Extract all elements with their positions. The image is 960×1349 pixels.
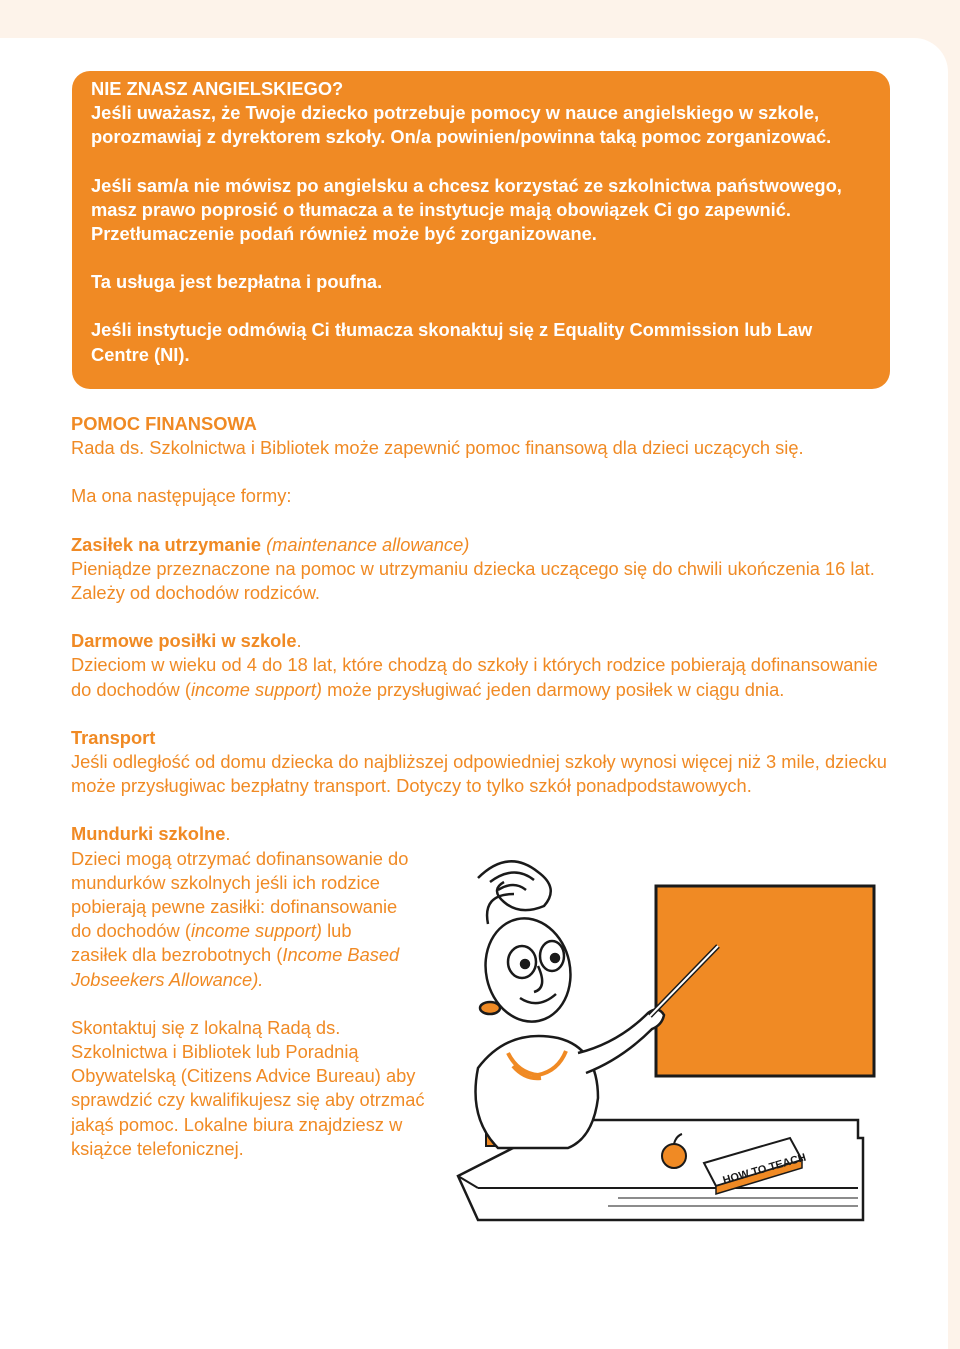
maintenance-title-en: (maintenance allowance): [266, 533, 470, 555]
aid-intro: Rada ds. Szkolnictwa i Bibliotek może zapewnić pomoc finansową dla dzieci uczących się.: [71, 437, 804, 459]
meals-title-line: Darmowe posiłki w szkole.: [71, 630, 302, 652]
uniforms-body: Dzieci mogą otrzymać dofinansowanie do mundurków szkolnych jeśli ich rodzice pobierają pewne zasiłki: dofinansowanie do dochodów (income support) lub zasiłek dla bezrobotnych (Income Based Jobseekers Allowance).: [71, 847, 409, 990]
meals-title: Darmowe posiłki w szkole: [71, 630, 297, 652]
uniforms-title: Mundurki szkolne: [71, 823, 226, 845]
book-spine-text: HOW TO TEACH: [721, 1151, 808, 1187]
box-heading: NIE ZNASZ ANGIELSKIEGO?: [91, 78, 344, 99]
box-paragraph-2: Jeśli sam/a nie mówisz po angielsku a chcesz korzystać ze szkolnictwa państwowego, masz prawo poprosić o tłumacza a te instytucje mają obowiązek Ci go zapewnić. Przetłumaczenie podań również może być zorganizowane.: [91, 174, 842, 245]
maintenance-title-line: [71, 533, 901, 557]
aid-heading: POMOC FINANSOWA: [71, 413, 257, 434]
teacher-figure-icon: [476, 861, 665, 1148]
box-paragraph-3: Ta usługa jest bezpłatna i poufna.: [91, 271, 383, 293]
box-paragraph-1: Jeśli uważasz, że Twoje dziecko potrzebuje pomocy w nauce angielskiego w szkole, porozmawiaj z dyrektorem szkoły. On/a powinien/powinna taką pomoc zorganizować.: [91, 102, 832, 148]
chalkboard-icon: [656, 886, 874, 1076]
transport-body: Jeśli odległość od domu dziecka do najbliższej odpowiedniej szkoły wynosi więcej niż 3 mile, dziecku może przysługiwac bezpłatny transport. Dotyczy to tylko szkół ponadpodstawowych.: [71, 751, 887, 797]
maintenance-body: Pieniądze przeznaczone na pomoc w utrzymaniu dziecka uczącego się do chwili ukończenia 16 lat. Zależy od dochodów rodziców.: [71, 557, 875, 604]
maintenance-title: Zasiłek na utrzymanie: [71, 533, 261, 555]
teacher-illustration: [418, 838, 882, 1238]
box-paragraph-4: Jeśli instytucje odmówią Ci tłumacza skonaktuj się z Equality Commission lub Law Centre (NI).: [91, 319, 813, 365]
uniforms-title-line: Mundurki szkolne.: [71, 823, 231, 845]
language-help-box: [72, 71, 890, 389]
meals-body: Dzieciom w wieku od 4 do 18 lat, które chodzą do szkoły i których rodzice pobierają dofinansowanie do dochodów (income support) może przysługiwać jeden darmowy posiłek w ciągu dnia.: [71, 654, 878, 700]
transport-title: Transport: [71, 726, 156, 748]
aid-forms: Ma ona następujące formy:: [71, 485, 292, 507]
contact-body: Skontaktuj się z lokalną Radą ds. Szkolnictwa i Bibliotek lub Poradnią Obywatelską (Citizens Advice Bureau) aby sprawdzić czy kwalifikujesz się aby otrzmać jakąś pomoc. Lokalne biura znajdziesz w książce telefonicznej.: [71, 1016, 425, 1159]
